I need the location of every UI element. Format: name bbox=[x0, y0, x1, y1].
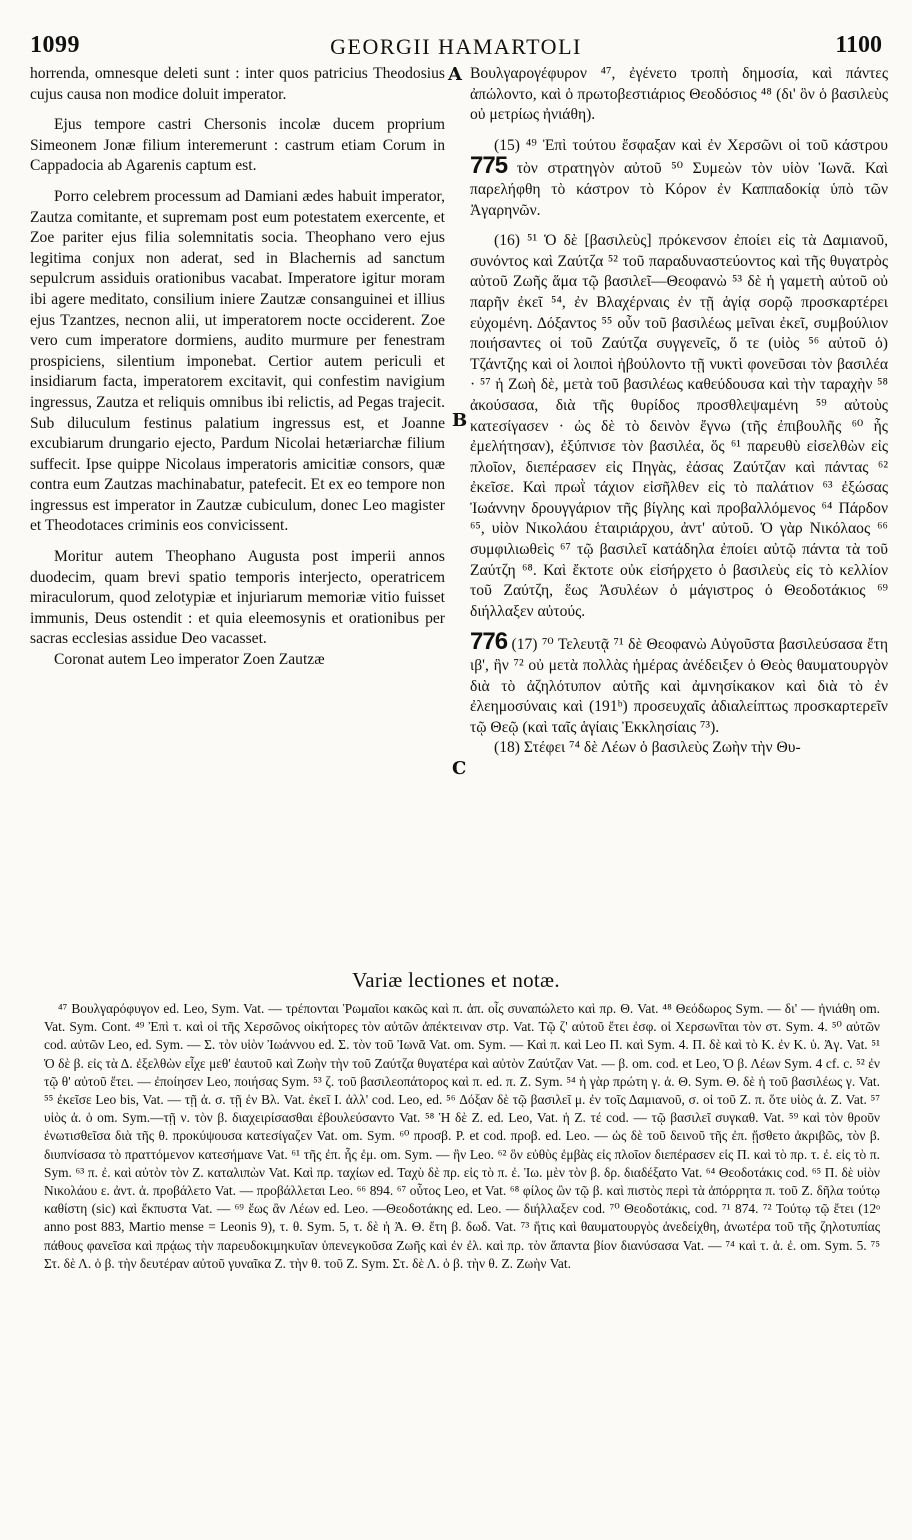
greek-column bbox=[470, 64, 888, 759]
margin-marker-b: B bbox=[452, 410, 468, 431]
section-number-776: 776 bbox=[470, 628, 508, 656]
notes-text: ⁴⁷ Βουλγαρόφυγον ed. Leo, Sym. Vat. — τρέπονται Ῥωμαῖοι κακῶς καὶ π. ἀπ. οἷς συναπώλετο καὶ πρ. Θ. Vat. ⁴⁸ Θεόδωρος Sym. — δι' — ἠνιάθη om. Vat. Sym. Cont. ⁴⁹ Ἐπὶ τ. καὶ οἱ τῆς Χερσῶνος οἰκήτορες τὸν αὐτῶν ἀπέκτειναν στρ. Vat. Τῷ ζ' αὐτοῦ ἔτει ἐσφ. οἱ Χερσωνῖται τὸν στ. Sym. 4. ⁵⁰ αὐτῶν cod. αὐτῶν Leo, ed. Sym. — Σ. τὸν υἱὸν Ἰωάννου ed. Σ. τὸν τοῦ Ἰωνᾶ Vat. om. Sym. — Καὶ π. καὶ Leo Π. καὶ Sym. 4. Π. δὲ καὶ τὸ Κ. ἐν Κ. ὑ. Ἀγ. Vat. ⁵¹ Ὁ δὲ β. εἰς τὰ Δ. ἐξελθὼν εἶχε μεθ' ἑαυτοῦ καὶ Ζωὴν τὴν τοῦ Ζαύτζα θυγατέρα καὶ αὐτὸν Ζαύτζαν Vat. — β. om. cod. et Leo, Ὁ β. Λέων Sym. 4 cf. c. ⁵² ἐν τῷ θ' αὐτοῦ ἔτει. — ἐποίησεν Leo, ποιήσας Sym. ⁵³ ζ. τοῦ βασιλεοπάτορος καὶ π. ed. π. Z. Sym. ⁵⁴ ἡ γὰρ πρώτη γ. ἀ. Θ. Sym. Θ. δὲ ἡ τοῦ βασιλέως γ. Vat. ⁵⁵ ἐκεῖσε Leo bis, Vat. — τῇ ἀ. σ. τῇ ἐν Βλ. Vat. ἐκεῖ I. ἀλλ' cod. Leo, ed. ⁵⁶ Δόξαν δὲ τῷ βασιλεῖ μ. ἐν τοῖς Δαμιανοῦ, σ. οἱ τοῦ Z. π. ὅτε υἱὸς ἀ. Z. Vat. ⁵⁷ υἱὸς ἀ. ὁ om. Sym.—τῇ ν. τὸν β. διαχειρίσασθαι ἐβουλεύσαντο Vat. ⁵⁸ Ἡ δὲ Z. ed. Leo, Vat. ἡ Z. τέ cod. — τῷ βασιλεῖ συγκαθ. Vat. ⁵⁹ καὶ τὸν θροῦν ἐνωτισθεῖσα διὰ τῆς θ. προκύψουσα κατεσίγαζεν Vat. om. Sym. ⁶⁰ προσβ. P. et cod. προβ. ed. Leo. — ὡς δὲ τοῦ δεινοῦ τῆς ἐπ. ᾔσθετο ἀκριβῶς, τὸν β. διυπνίσασα τὸ πραττόμενον κατεσήμανε Vat. ⁶¹ τῆς ἐπ. ἧς ἐμ. om. Sym. — ἣν Leo. ⁶² ὃν εὐθὺς ἐμβὰς εἰς πλοῖον διεπέρασεν εἰς Π. καὶ τὸ πρ. τ. ἐ. εἰς τὸ π. Sym. ⁶³ π. ἐ. καὶ αὐτὸν τὸν Z. καταλιπὼν Vat. Καὶ πρ. ταχίων ed. Ταχὺ δὲ πρ. εἰς τὸ π. ἐ. Ἰω. μὲν τὸν β. δρ. διαδέξατο Vat. ⁶⁴ Θεοδοτάκις cod. ⁶⁵ Π. δὲ υἱὸν Νικολάου ε. ἀντ. ἀ. προβάλετο Vat. — προβάλλεται Leo. ⁶⁶ 894. ⁶⁷ οὗτος Leo, et Vat. ⁶⁸ φίλος ὢν τῷ β. καὶ πιστὸς περὶ τὰ ἀπόρρητα π. τοῦ Z. δῆλα τούτῳ καθίστη (sic) καὶ ἔκπυστα Vat. — ⁶⁹ ἕως ἂν Λέων ed. Leo. —Θεοδοτάκης ed. Leo. — διήλλαξεν cod. ⁷⁰ Θεοδοτάκις, cod. ⁷¹ 874. ⁷² Τούτῳ τῷ ἔτει (12ᵒ anno post 883, Martio mense = Leonis 9), τ. θ. Sym. 5, τ. δὲ ἡ Ἀ. Θ. ἔτη β. δωδ. Vat. ⁷³ ἥτις καὶ θαυματουργὸς ἀνεδείχθη, ἀνωτέρα τοῦ τῆς ζηλοτυπίας πάθους φανεῖσα καὶ πρᾴως τὴν παρευδοκιμηκυῖαν ὑπενεγκοῦσα Ζωῆς καὶ ἐν ἐλ. καὶ πρ. τὸν ἅπαντα βίον διανύσασα Vat. — ⁷⁴ καὶ τ. ἁ. ἐ. om. Sym. 5. ⁷⁵ Στ. δὲ Λ. ὁ β. τὴν δευτέραν αὐτοῦ γυναῖκα Z. τὴν θ. τοῦ Z. Sym. Στ. δὲ Λ. ὁ β. τὴν θ. Z. Ζωὴν Vat. bbox=[44, 1001, 880, 1271]
latin-paragraph-3: Porro celebrem processum ad Damiani ædes habuit imperator, Zautza comitante, et supremam post eum potestatem exercente, et Zoe pariter ejus filia solemnitatis socia. Theophano vero ejus legitima conjux non aderat, sed in Blachernis ad sanctum sepulcrum assiduis orationibus vacabat. Imperatore igitur moram ibi agere meditato, consilium iniere Zautzæ consanguinei et illius ejus Tzantzes, necnon alii, ut imperatorem nocte occiderent. Zoe vero cum imperatore dormiens, audito murmure per fenestram prospiciens, silentium imponebat. Certior autem periculi et insidiarum facta, imperatorem excitavit, qui confestim navigium ingressus, Zautza et reliquis omnibus ibi relictis, ad Pegas trajecit. Sub diluculum festinus palatium ingressus est, et Joanne excubiarum drungario ejecto, Pardum Nicolai hetæriarchæ filium suffecit. Ipse quippe Nicolaus imperatoris amicitiæ consors, quæ contra eum Zautzas machinabatur, patefecit. Et ex eo tempore non ingressus est imperator in Zautzæ cubiculum, donec Leo magister et Theodotaces criminis eos convicissent. bbox=[30, 187, 445, 535]
greek-paragraph-2-end: τὸν στρατηγὸν αὐτοῦ ⁵⁰ Συμεὼν τὸν υἱὸν Ἰωνᾶ. Καὶ παρελήφθη τὸ κάστρον τὸ Κόρον ἐν Καππαδοκίᾳ ὑπὸ τῶν Ἀγαρηνῶν. bbox=[470, 160, 888, 219]
left-page-number: 1099 bbox=[30, 32, 80, 58]
latin-paragraph-1: horrenda, omnesque deleti sunt : inter quos patricius Theodosius cujus causa non modice doluit imperator. bbox=[30, 65, 445, 103]
margin-marker-a: A bbox=[448, 64, 462, 85]
latin-paragraph-5: Coronat autem Leo imperator Zoen Zautzæ bbox=[54, 651, 325, 669]
greek-paragraph-2-start: (15) ⁴⁹ Ἐπὶ τούτου ἔσφαξαν καὶ ἐν Χερσῶνι οἱ τοῦ κάστρου bbox=[494, 136, 888, 154]
greek-paragraph-5: (18) Στέφει ⁷⁴ δὲ Λέων ὁ βασιλεὺς Ζωὴν τὴν Θυ- bbox=[494, 739, 801, 757]
notes-heading: Variæ lectiones et notæ. bbox=[352, 968, 560, 992]
critical-apparatus bbox=[44, 1000, 880, 1273]
latin-paragraph-4: Moritur autem Theophano Augusta post imperii annos duodecim, quam brevi spatio temporis interjecto, operatricem miraculorum, quod zelotypiæ et injuriarum memoriæ vitio fuisset immunis, Deus ostendit : et quia eleemosynis et orationibus per sacras ecclesias assidue Deo vacasset. bbox=[30, 548, 445, 648]
greek-paragraph-4-text: (17) ⁷⁰ Τελευτᾷ ⁷¹ δὲ Θεοφανὼ Αὐγοῦστα βασιλεύσασα ἔτη ιβ', ἣν ⁷² οὐ μετὰ πολλὰς ἡμέρας ἀνέδειξεν ὁ Θεὸς θαυματουργὸν διὰ τὸ ἀζηλότυπον αὐτῆς καὶ ἀμνησίκακον καὶ διὰ τὸ ἐν ἐλεημοσύναις καὶ (191ᵇ) προσευχαῖς ἀδιαλείπτως προσκαρτερεῖν τῷ Θεῷ (καὶ ταῖς ἁγίαις Ἐκκλησίαις ⁷³). bbox=[470, 636, 888, 736]
latin-column bbox=[30, 64, 445, 671]
greek-paragraph-2 bbox=[470, 136, 888, 221]
margin-marker-c: C bbox=[452, 758, 467, 779]
greek-paragraph-4 bbox=[470, 628, 888, 738]
section-number-775: 775 bbox=[470, 152, 508, 180]
running-title: GEORGII HAMARTOLI bbox=[330, 34, 582, 59]
greek-paragraph-3: (16) ⁵¹ Ὁ δὲ [βασιλεὺς] πρόκενσον ἐποίει εἰς τὰ Δαμιανοῦ, συνόντος καὶ Ζαύτζα ⁵² τοῦ παραδυναστεύοντος καὶ τῆς θυγατρὸς αὐτοῦ Ζωῆς ἅμα τῷ βασιλεῖ—Θεοφανὼ ⁵³ δὲ ἡ γαμετὴ αὐτοῦ οὐ παρῆν ἐκεῖ ⁵⁴, ἐν Βλαχέρναις ἐν τῇ ἁγίᾳ σορῷ προσκαρτέρει εὐχομένη. Δόξαντος ⁵⁵ οὖν τοῦ βασιλέως μεῖναι ἐκεῖ, συμβούλιον ποιήσαντες οἱ τοῦ Ζαύτζα συγγενεῖς, ὅ τε (υἱὸς ⁵⁶ αὐτοῦ ὁ) Τζάντζης καὶ οἱ λοιποὶ ἠβούλοντο τῇ νυκτὶ φονεῦσαι τὸν βασιλέα · ⁵⁷ ἡ Ζωὴ δὲ, μετὰ τοῦ βασιλέως καθεύδουσα καὶ τὴν ταραχὴν ⁵⁸ ἀκούσασα, διὰ τῆς θυρίδος προσθλεψαμένη ⁵⁹ αὐτοὺς κατεσίγασεν · ὡς δὲ τὸ δεινὸν ἔγνω (τῆς ἐπιβουλῆς ⁶⁰ ἧς ἐμελήτησαν), ἐξύπνισε τὸν βασιλέα, ὅς ⁶¹ παρευθὺ εἰσελθὼν εἰς πλοῖον, διεπέρασεν εἰς Πηγὰς, ἐάσας Ζαύτζαν καὶ πάντας ⁶² ἐκεῖσε. Καὶ πρωῒ τάχιον εἰσῆλθεν εἰς τὸ παλάτιον ⁶³ ἐξώσας Ἰωάννην δρουγγάριον τῆς βίγλης καὶ προβαλλόμενος ⁶⁴ Πάρδον ⁶⁵, υἱὸν Νικολάου ἑταιριάρχου, ἀντ' αὐτοῦ. Ὁ γὰρ Νικόλαος ⁶⁶ συμφιλιωθεὶς ⁶⁷ τῷ βασιλεῖ κατάδηλα ἐποίει αὐτῷ πάντα τὰ τοῦ Ζαύτζη ⁶⁸. Καὶ ἔκτοτε οὐκ εἰσήρχετο ὁ βασιλεὺς εἰς τὸ κελλίον τοῦ Ζαύτζη, ἕως Ἀσυλέων ὁ μάγιστρος ὁ Θεοδοτάκιος ⁶⁹ διήλλαξεν αὐτούς. bbox=[470, 232, 888, 620]
latin-paragraph-2: Ejus tempore castri Chersonis incolæ ducem proprium Simeonem Jonæ filium interemerunt : castrum etiam Corum in Cappadocia ab Agarenis captum est. bbox=[30, 116, 445, 175]
greek-paragraph-1: Βουλγαρογέφυρον ⁴⁷, ἐγένετο τροπὴ δημοσία, καὶ πάντες ἀπώλοντο, καὶ ὁ πρωτοβεστιάριος Θεοδόσιος ⁴⁸ (δι' ὃν ὁ βασιλεὺς οὐ μετρίως ἠνιάθη). bbox=[470, 65, 888, 124]
right-page-number: 1100 bbox=[835, 32, 882, 58]
running-header bbox=[28, 32, 884, 60]
